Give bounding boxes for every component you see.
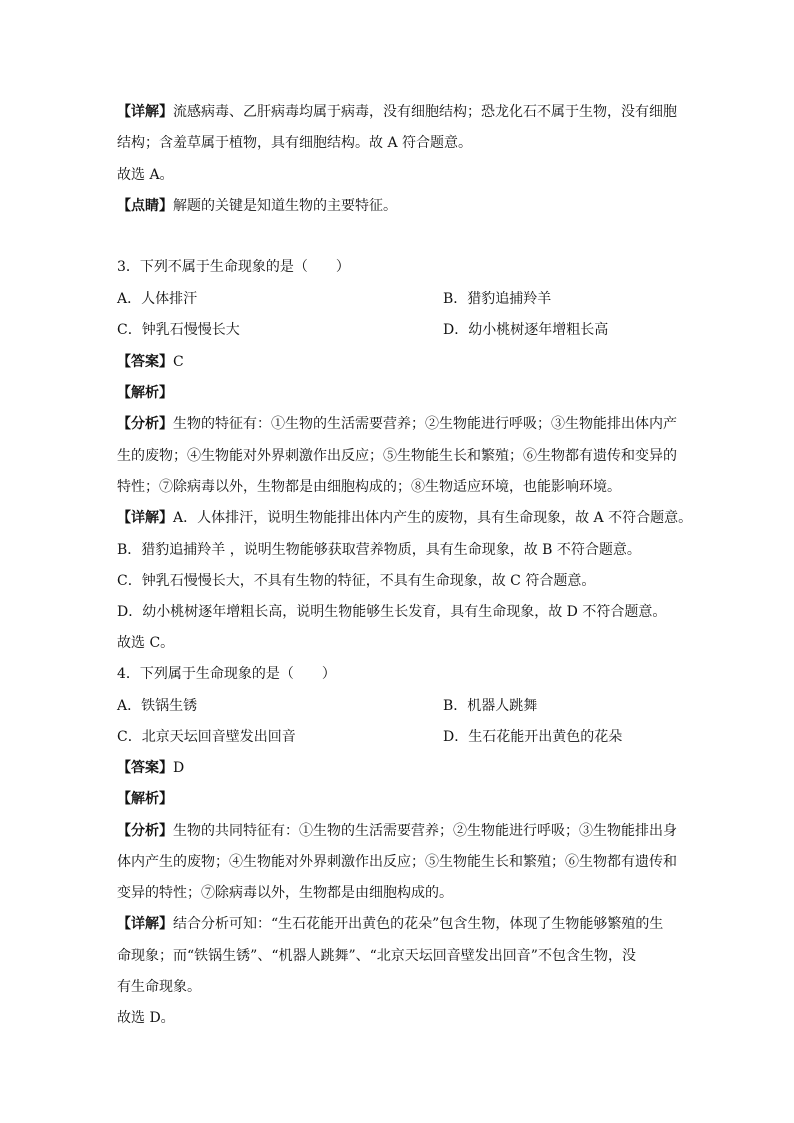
q3-choose: 故选 C。: [117, 635, 175, 651]
answer-tag: 【答案】: [117, 760, 173, 776]
q3-detail-line-2: B．猎豹追捕羚羊 ，说明生物能够获取营养物质，具有生命现象，故 B 不符合题意。: [117, 542, 641, 558]
q3-option-d: D．幼小桃树逐年增粗长高: [443, 322, 609, 338]
q4-analysis-line-1: 【分析】生物的共同特征有：①生物的生活需要营养；②生物能进行呼吸；③生物能排出身: [117, 823, 677, 839]
q4-option-b: B．机器人跳舞: [443, 698, 538, 714]
q3-analysis-line-3: 特性；⑦除病毒以外，生物都是由细胞构成的；⑧生物适应环境，也能影响环境。: [117, 479, 621, 495]
q4-detail-line-2: 命现象；而“铁锅生锈”、“机器人跳舞”、“北京天坛回音壁发出回音”不包含生物，没: [117, 948, 636, 964]
analysis-label: 【分析】: [117, 416, 173, 432]
tip-tag: 【点睛】: [117, 198, 173, 214]
q4-detail-line-3: 有生命现象。: [117, 979, 201, 995]
q4-detail-line-1: 【详解】结合分析可知：“生石花能开出黄色的花朵”包含生物，体现了生物能够繁殖的生: [117, 916, 664, 932]
detail-tag: 【详解】: [117, 916, 173, 932]
q3-analysis-tag: 【解析】: [117, 385, 173, 401]
q4-answer: 【答案】D: [117, 760, 185, 776]
answer-tag: 【答案】: [117, 354, 173, 370]
q4-option-a: A．铁锅生锈: [117, 698, 198, 714]
q4-stem: 4．下列属于生命现象的是（ ）: [117, 666, 336, 682]
q2-tip: 【点睛】解题的关键是知道生物的主要特征。: [117, 198, 397, 214]
q3-analysis-line-1: 【分析】生物的特征有：①生物的生活需要营养；②生物能进行呼吸；③生物能排出体内产: [117, 416, 677, 432]
q3-option-a: A．人体排汗: [117, 291, 198, 307]
detail-tag: 【详解】: [117, 510, 173, 526]
q2-detail-line-2: 结构；含羞草属于植物，具有细胞结构。故 A 符合题意。: [117, 135, 473, 151]
q4-analysis-line-2: 体内产生的废物；④生物能对外界刺激作出反应；⑤生物能生长和繁殖；⑥生物都有遗传和: [117, 854, 677, 870]
q2-detail-line-1: 【详解】流感病毒、乙肝病毒均属于病毒，没有细胞结构；恐龙化石不属于生物，没有细胞: [117, 104, 677, 120]
q2-choose: 故选 A。: [117, 167, 174, 183]
q4-option-d: D．生石花能开出黄色的花朵: [443, 729, 623, 745]
q4-analysis-tag: 【解析】: [117, 791, 173, 807]
q3-answer: 【答案】C: [117, 354, 184, 370]
q3-detail-line-4: D．幼小桃树逐年增粗长高，说明生物能够生长发育，具有生命现象，故 D 不符合题意。: [117, 604, 667, 620]
q3-stem: 3．下列不属于生命现象的是（ ）: [117, 259, 350, 275]
q4-choose: 故选 D。: [117, 1010, 175, 1026]
analysis-label: 【分析】: [117, 823, 173, 839]
q3-option-c: C．钟乳石慢慢长大: [117, 322, 240, 338]
detail-tag: 【详解】: [117, 104, 173, 120]
q4-option-c: C．北京天坛回音壁发出回音: [117, 729, 296, 745]
q4-analysis-line-3: 变异的特性；⑦除病毒以外，生物都是由细胞构成的。: [117, 885, 453, 901]
q3-option-b: B．猎豹追捕羚羊: [443, 291, 552, 307]
q3-analysis-line-2: 生的废物；④生物能对外界刺激作出反应；⑤生物能生长和繁殖；⑥生物都有遗传和变异的: [117, 448, 677, 464]
q3-detail-line-3: C．钟乳石慢慢长大，不具有生物的特征，不具有生命现象，故 C 符合题意。: [117, 573, 596, 589]
q3-detail-line-1: 【详解】A．人体排汗，说明生物能排出体内产生的废物，具有生命现象，故 A 不符合题意。: [117, 510, 693, 526]
